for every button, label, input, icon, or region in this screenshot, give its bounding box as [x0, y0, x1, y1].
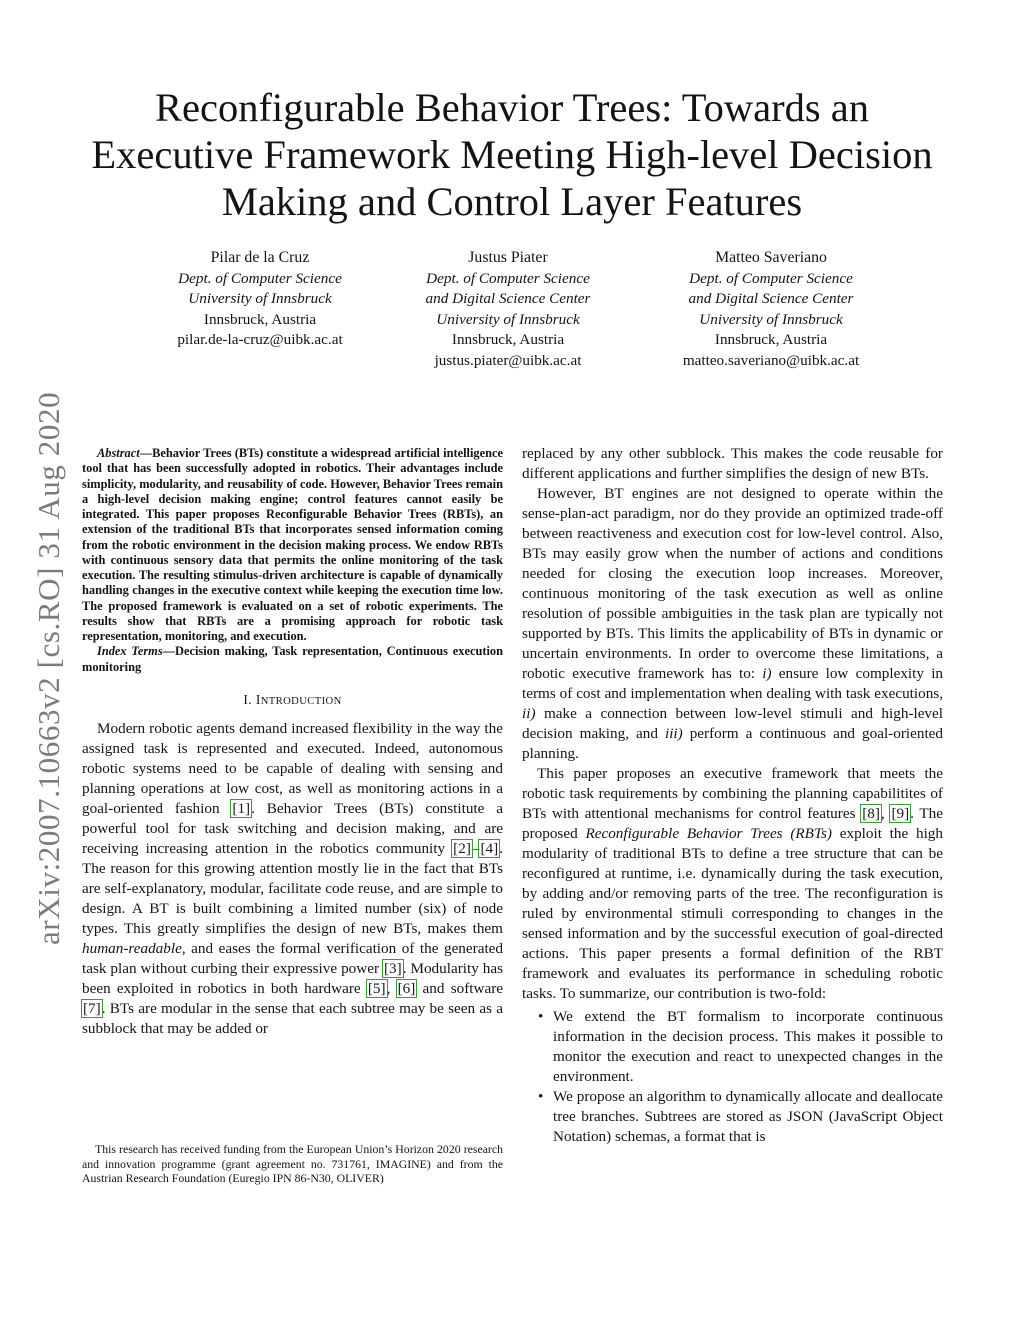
text-run: and software	[416, 979, 503, 997]
citation-link[interactable]: [6]	[397, 979, 416, 997]
section-rest: NTRODUCTION	[260, 695, 342, 707]
title-line: Making and Control Layer Features	[221, 179, 803, 224]
text-run: Modern robotic agents demand increased flexibility in the way the assigned task is represented and executed. Indeed, autonomous robotic systems need to be capable of dealing with sensing and planning operations at low cost, as well as monitoring actions in a goal-oriented fashion	[82, 719, 503, 817]
citation-link[interactable]: [4]	[480, 839, 499, 857]
title-line: Reconfigurable Behavior Trees: Towards an	[154, 85, 869, 130]
bullet-icon: •	[538, 1088, 544, 1105]
abstract-label: Abstract	[97, 446, 140, 460]
index-terms-label: Index Terms	[97, 644, 163, 659]
author-1	[120, 248, 400, 351]
text-run: . The proposed	[522, 805, 944, 842]
body-paragraph: replaced by any other subblock. This makes the code reusable for different applications and further simplifies the design of new BTs.	[522, 445, 943, 482]
author-name: Matteo Saveriano	[715, 249, 827, 266]
text-run: make a connection between low-level stimuli and high-level decision making, and	[522, 705, 943, 742]
author-affiliation: Dept. of Computer Science	[426, 269, 590, 287]
text-run-italic: human-readable	[82, 939, 182, 957]
index-terms-text: —Decision making, Task representation, Continuous execution monitoring	[82, 644, 503, 674]
author-affiliation: Dept. of Computer Science	[178, 269, 342, 287]
citation-link[interactable]: [3]	[383, 959, 402, 977]
author-affiliation: Dept. of Computer Science	[689, 269, 853, 287]
text-run: . Behavior Trees (BTs) constitute a powerful tool for task switching and decision making, and are receiving increasing attention in the robotics community	[82, 799, 503, 857]
section-initial: I	[255, 691, 261, 707]
title-line: Executive Framework Meeting High-level Decision	[91, 132, 933, 177]
author-affiliation: and Digital Science Center	[425, 290, 591, 307]
text-run-italic: Reconfigurable Behavior Trees (RBTs)	[585, 825, 832, 842]
citation-link[interactable]: [9]	[891, 805, 910, 822]
section-heading	[82, 692, 503, 708]
body-paragraph	[522, 484, 943, 764]
text-run: This paper proposes an executive framework that meets the robotic task requirements by combining the planning capabilitites of BTs with attentional mechanisms for control features	[522, 765, 943, 822]
citation-link[interactable]: [1]	[232, 799, 251, 817]
author-location: Innsbruck, Austria	[714, 331, 828, 348]
citation-link[interactable]: [2]	[453, 839, 471, 857]
author-email[interactable]: justus.piater@uibk.ac.at	[434, 351, 582, 369]
author-3	[631, 248, 911, 371]
left-column	[82, 446, 503, 1039]
author-email[interactable]: pilar.de-la-cruz@uibk.ac.at	[177, 331, 343, 348]
list-item	[522, 1087, 943, 1147]
abstract-text: —Behavior Trees (BTs) constitute a widespread artificial intelligence tool that has been successfully adopted in robotics. Their advantages include simplicity, modularity, and reusability of code. However, Behavior Trees remain a high-level decision making engine; control features cannot easily be integrated. This paper proposes Reconfigurable Behavior Trees (RBTs), an extension of the traditional BTs that incorporates sensed information coming from the robotic environment in the decision making process. We endow RBTs with continuous sensory data that permits the online monitoring of the task execution. The resulting stimulus-driven architecture is capable of dynamically handling changes in the executive context while keeping the execution time low. The proposed framework is evaluated on a set of robotic experiments. The results show that RBTs are a promising approach for robotic task representation, monitoring, and execution.	[82, 446, 503, 643]
right-column	[522, 444, 943, 1147]
author-name: Justus Piater	[468, 249, 548, 266]
list-item	[522, 1007, 943, 1087]
text-run-italic: i)	[762, 665, 772, 682]
author-name: Pilar de la Cruz	[210, 249, 310, 266]
text-run: ensure low complexity in terms of cost and implementation when dealing with task executions,	[522, 665, 944, 702]
citation-link[interactable]: [5]	[367, 979, 386, 997]
contribution-list	[522, 1007, 943, 1147]
abstract	[82, 446, 503, 644]
text-run: . Modularity has been exploited in robotics in both hardware	[82, 959, 503, 997]
text-run: exploit the high modularity of traditional BTs to define a tree structure that can be reconfigured at runtime, i.e. dynamically during the task execution, by adding and/or removing parts of the tree. The reconfiguration is ruled by environmental stimuli corresponding to changes in the sensed information and by the successful execution of goal-directed actions. This paper presents a formal definition of the RBT framework and evaluates its performance in scheduling robotic tasks. To summarize, our contribution is two-fold:	[522, 825, 943, 1002]
text-run: ,	[386, 979, 397, 997]
text-run-italic: ii)	[522, 705, 536, 722]
author-affiliation: and Digital Science Center	[688, 290, 854, 307]
author-2	[368, 248, 648, 371]
intro-paragraph	[82, 719, 503, 1039]
section-number: I.	[243, 691, 253, 707]
text-run: –	[471, 839, 480, 857]
author-location: Innsbruck, Austria	[451, 331, 565, 348]
author-affiliation: University of Innsbruck	[436, 310, 580, 328]
author-affiliation: University of Innsbruck	[699, 310, 843, 328]
bullet-icon: •	[538, 1008, 544, 1025]
text-run: However, BT engines are not designed to operate within the sense-plan-act paradigm, nor do they provide an optimized trade-off between reactiveness and execution cost for low-level control. Also, BTs may easily grow when the number of actions and conditions needed for closing the execution loop increases. Moreover, continuous monitoring of the task execution as well as online resolution of possible ambiguities in the task plan are typically not supported by BTs. This limits the applicability of BTs in dynamic or uncertain environments. In order to overcome these limitations, a robotic executive framework has to:	[522, 485, 943, 682]
list-item-text: We extend the BT formalism to incorporate continuous information in the decision process. This makes it possible to monitor the execution and react to unexpected changes in the environment.	[553, 1008, 943, 1085]
text-run: . The reason for this growing attention mostly lie in the fact that BTs are self-explanatory, modular, facilitate code reuse, and are simple to design. A BT is built combining a limited number (six) of node types. This greatly simplifies the design of new BTs, makes them	[82, 839, 503, 937]
author-email[interactable]: matteo.saveriano@uibk.ac.at	[682, 351, 860, 369]
author-location: Innsbruck, Austria	[203, 310, 317, 328]
citation-link[interactable]: [7]	[83, 999, 101, 1017]
citation-link[interactable]: [8]	[862, 805, 880, 822]
list-item-text: We propose an algorithm to dynamically allocate and deallocate tree branches. Subtrees are stored as JSON (JavaScript Object Notation) schemas, a format that is	[553, 1088, 943, 1145]
text-run: perform a continuous and goal-oriented planning.	[522, 725, 943, 762]
text-run: . BTs are modular in the sense that each subtree may be seen as a subblock that may be added or	[82, 999, 503, 1037]
arxiv-identifier: arXiv:2007.10663v2 [cs.RO] 31 Aug 2020	[31, 391, 66, 945]
paper-title	[60, 84, 964, 225]
body-paragraph	[522, 764, 943, 1004]
text-run: ,	[880, 805, 891, 822]
text-run-italic: iii)	[664, 725, 683, 742]
index-terms	[82, 644, 503, 675]
text-run: , and eases the formal verification of the generated task plan without curbing their expressive power	[82, 939, 503, 977]
author-affiliation: University of Innsbruck	[188, 290, 332, 307]
funding-footnote: This research has received funding from the European Union’s Horizon 2020 research and innovation programme (grant agreement no. 731761, IMAGINE) and from the Austrian Research Foundation (Euregio IPN 86-N30, OLIVER)	[82, 1142, 503, 1185]
